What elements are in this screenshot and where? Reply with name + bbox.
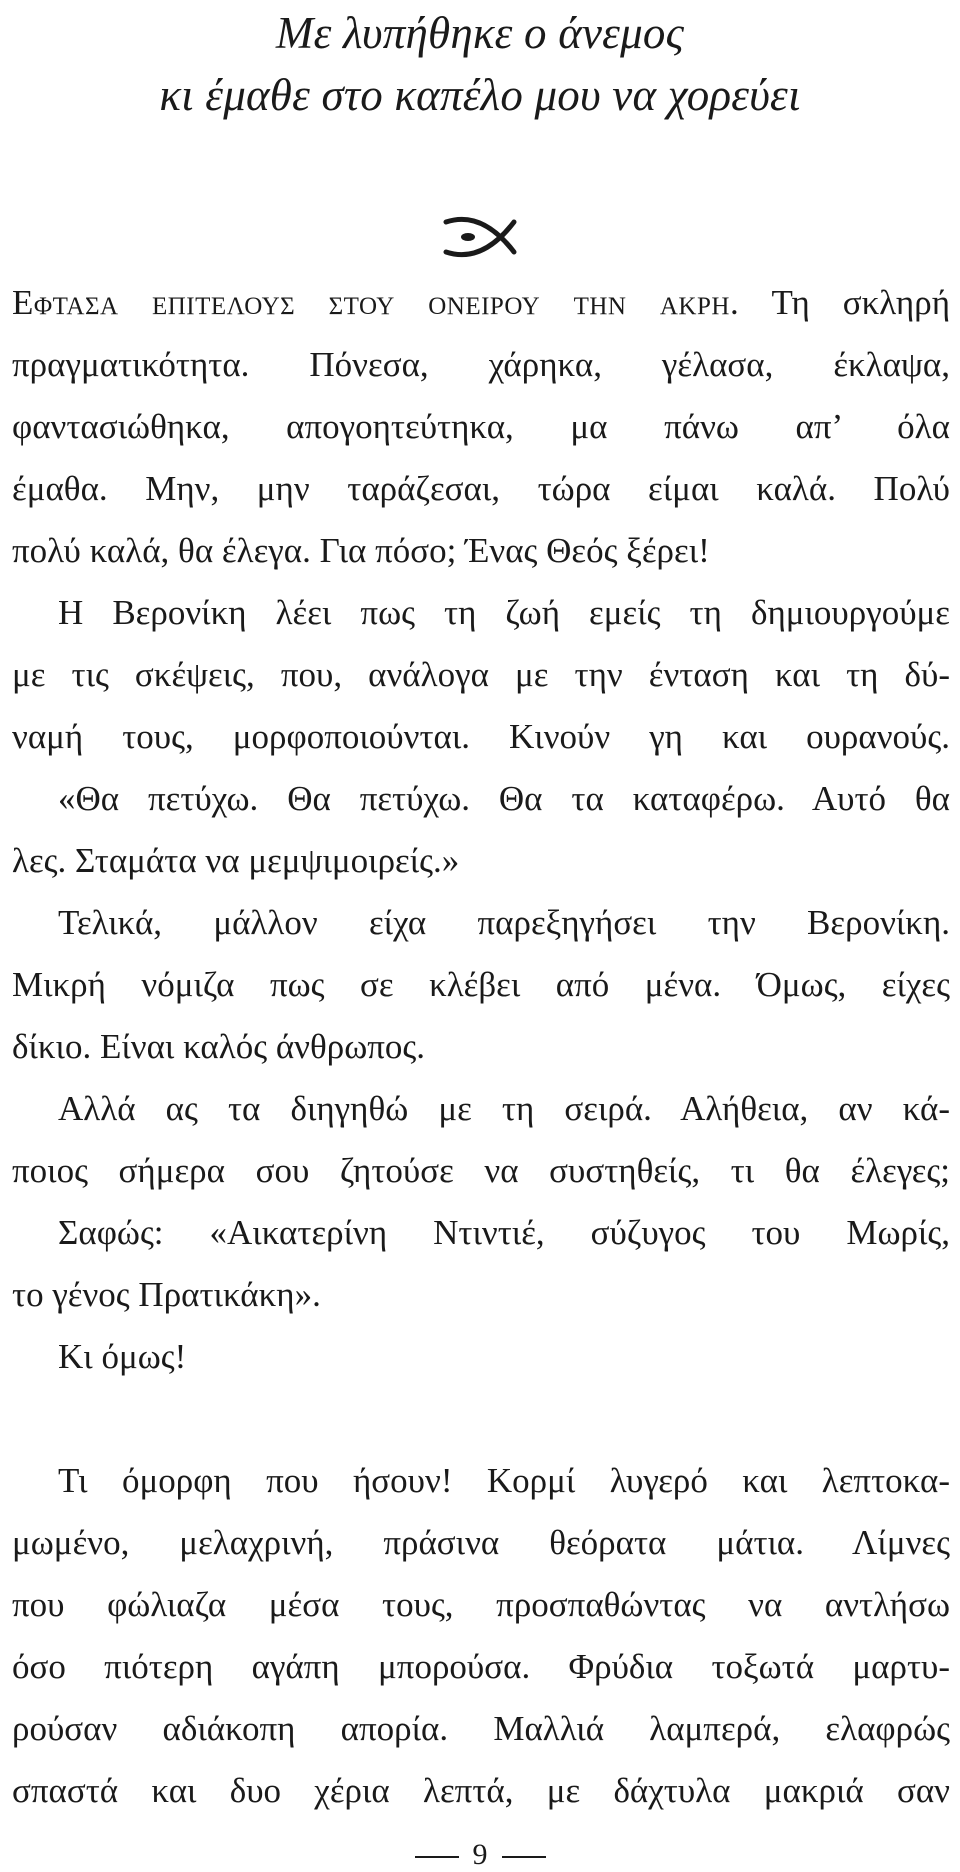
text-line: ναμή τους, μορφοποιούνται. Κινούν γη και ουρανούς. [12,717,950,756]
text-line: φαντασιώθηκα, απογοητεύτηκα, μα πάνω απ’ όλα [12,407,950,446]
text-line: «Θα πετύχω. Θα πετύχω. Θα τα καταφέρω. Αυτό θα [58,779,950,818]
text-line: Τελικά, μάλλον είχα παρεξηγήσει την Βερονίκη. [58,903,950,942]
text-line: Μικρή νόμιζα πως σε κλέβει από μένα. Όμως, είχες [12,965,950,1004]
text-line: ποιος σήμερα σου ζητούσε να συστηθείς, τι θα έλεγες; [12,1151,950,1190]
chapter-title-line-2: κι έμαθε στο καπέλο μου να χορεύει [159,70,801,120]
body-text [12,272,950,1822]
text-line: Η Βερονίκη λέει πως τη ζωή εμείς τη δημιουργούμε [58,593,950,632]
text-line: Σαφώς: «Αικατερίνη Ντιντιέ, σύζυγος του Μωρίς, [58,1213,950,1252]
text-line [12,272,950,334]
text-line: που φώλιαζα μέσα τους, προσπαθώντας να αντλήσω [12,1585,950,1624]
opening-smallcaps: Εφτασα επιτελους στου ονειρου την ακρη. [12,283,740,322]
text-line: πραγματικότητα. Πόνεσα, χάρηκα, γέλασα, έκλαψα, [12,345,950,384]
footer-dash-right [502,1856,546,1858]
text-line: ρούσαν αδιάκοπη απορία. Μαλλιά λαμπερά, ελαφρώς [12,1709,950,1748]
footer-dash-left [415,1856,459,1858]
text-line: Τι όμορφη που ήσουν! Κορμί λυγερό και λεπτοκα- [58,1461,950,1500]
text-line: έμαθα. Μην, μην ταράζεσαι, τώρα είμαι καλά. Πολύ [12,469,950,508]
text-line: Κι όμως! [58,1337,187,1376]
chapter-title-line-1: Με λυπήθηκε ο άνεμος [275,8,685,58]
opening-rest: Τη σκληρή [739,283,950,322]
text-line: Αλλά ας τα διηγηθώ με τη σειρά. Αλήθεια, αν κά- [58,1089,950,1128]
text-line: λες. Σταμάτα να μεμψιμοιρείς.» [12,841,460,880]
text-line: σπαστά και δυο χέρια λεπτά, με δάχτυλα μακριά σαν [12,1771,950,1810]
page-number: 9 [472,1838,488,1871]
paragraph-break [12,1388,950,1450]
text-line: με τις σκέψεις, που, ανάλογα με την ένταση και τη δύ- [12,655,950,694]
text-line: δίκιο. Είναι καλός άνθρωπος. [12,1027,426,1066]
text-line: όσο πιότερη αγάπη μπορούσα. Φρύδια τοξωτά μαρτυ- [12,1647,950,1686]
chapter-title [0,2,960,126]
text-line: μωμένο, μελαχρινή, πράσινα θεόρατα μάτια. Λίμνες [12,1523,950,1562]
text-line: το γένος Πρατικάκη». [12,1275,321,1314]
page-footer [0,1838,960,1872]
text-line: πολύ καλά, θα έλεγα. Για πόσο; Ένας Θεός ξέρει! [12,531,710,570]
fish-ornament-icon [440,212,520,262]
